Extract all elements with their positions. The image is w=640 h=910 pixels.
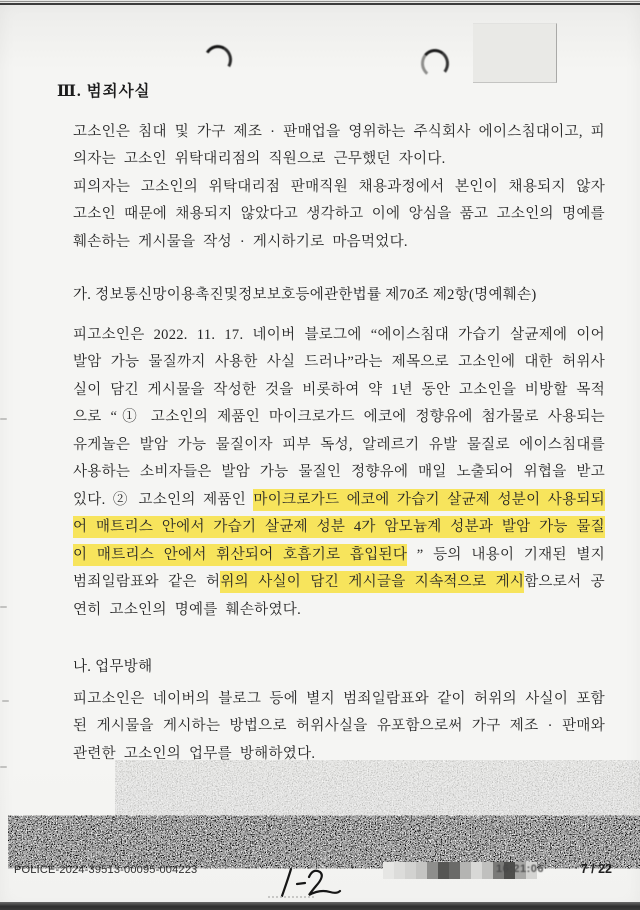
mosaic-block [482, 862, 493, 879]
mosaic-block [438, 862, 449, 879]
text-line: 피고소인은 2022. 11. 17. 네이버 블로그에 “에이스침대 가습기 살균제에 이어 [73, 326, 605, 343]
document-id: POLICE-2024-39513-00095-004223 [14, 864, 198, 876]
handwritten-page-mark [270, 866, 344, 900]
text-line: 고소인은 침대 및 가구 제조 · 판매업을 영위하는 주식회사 에이스침대이고, 피 [73, 123, 605, 140]
text-line: 훼손하는 게시물을 작성 · 게시하기로 마음먹었다. [73, 233, 408, 250]
mosaic-block [383, 862, 394, 879]
scan-artifact [0, 606, 7, 608]
page-number: 7 / 22 [580, 862, 612, 876]
redacted-noise-band [0, 760, 640, 870]
text-line: 된 게시물을 게시하는 방법으로 허위사실을 유포함으로써 가구 제조 · 판매와 [73, 718, 605, 734]
mosaic-block [416, 862, 427, 879]
text-line: 고소인 때문에 채용되지 않았다고 생각하고 이에 앙심을 품고 고소인의 명예를 [73, 206, 605, 222]
text-line: 사용하는 소비자들은 발암 가능 물질인 정향유에 매일 노출되어 위협을 받고 [73, 464, 605, 480]
text-line: 피고소인은 네이버의 블로그 등에 별지 범죄일람표와 같이 허위의 사실이 포함 [73, 690, 605, 707]
paragraph [73, 119, 605, 257]
highlighted-text: 마이크로가드 에코에 가습기 살균제 성분이 사용되되 [253, 489, 605, 511]
mosaic-block [471, 862, 482, 879]
highlighted-text: 위의 사실이 담긴 게시글을 지속적으로 게시 [220, 571, 524, 593]
text-line: 발암 가능 물질까지 사용한 사실 드러나”라는 제목으로 고소인에 대한 허위사 [73, 354, 605, 370]
text-line: 유게놀은 발암 가능 물질이자 피부 독성, 알레르기 유발 물질로 에이스침대를 [73, 436, 605, 453]
faint-dotted-mark [268, 896, 314, 898]
text-line [73, 514, 605, 542]
mosaic-block [427, 862, 438, 879]
section-heading: Ⅲ. 범죄사실 [57, 83, 151, 100]
text-line: 범죄일람표와 같은 허위의 사실이 담긴 게시글을 지속적으로 게시함으로서 공 [73, 569, 605, 597]
text-line: 실이 담긴 게시물을 작성한 것을 비롯하여 약 1년 동안 고소인을 비방할 목적 [73, 381, 605, 398]
text-line: 있다. ② 고소인의 제품인 마이크로가드 에코에 가습기 살균제 성분이 사용되되 [73, 487, 605, 515]
text-line: 연히 고소인의 명예를 훼손하였다. [73, 601, 301, 618]
text-line: 으로 “① 고소인의 제품인 마이크로가드 에코에 정향유에 첨가물로 사용되는 [73, 409, 605, 425]
paragraph [73, 686, 605, 769]
text-line: 피의자는 고소인의 위탁대리점 판매직원 채용과정에서 본인이 채용되지 않자 [73, 178, 605, 195]
timestamp: 16:21:06 [496, 863, 545, 875]
text-line: 이 매트리스 안에서 휘산되어 호흡기로 흡입된다 ” 등의 내용이 기재된 별지 [73, 542, 605, 570]
bottom-scan-bar [0, 902, 640, 910]
section-heading: 나. 업무방해 [73, 659, 153, 675]
highlighted-text: 어 매트리스 안에서 가습기 살균제 성분 4가 암모늄계 성분과 발암 가능 물질 [73, 516, 605, 538]
mosaic-block [460, 862, 471, 879]
section-heading: 가. 정보통신망이용촉진및정보보호등에관한법률 제70조 제2항(명예훼손) [73, 287, 537, 303]
scan-artifact [2, 700, 9, 702]
mosaic-block [394, 862, 405, 879]
mosaic-block [405, 862, 416, 879]
document-body [57, 0, 606, 768]
mosaic-block [449, 862, 460, 879]
text-line: 의자는 고소인 위탁대리점의 직원으로 근무했던 자이다. [73, 151, 446, 167]
scan-artifact [0, 418, 7, 420]
highlighted-text: 이 매트리스 안에서 휘산되어 호흡기로 흡입된다 [73, 544, 407, 566]
paragraph [73, 322, 605, 625]
text-line: 관련한 고소인의 업무를 방해하였다. [73, 745, 316, 762]
